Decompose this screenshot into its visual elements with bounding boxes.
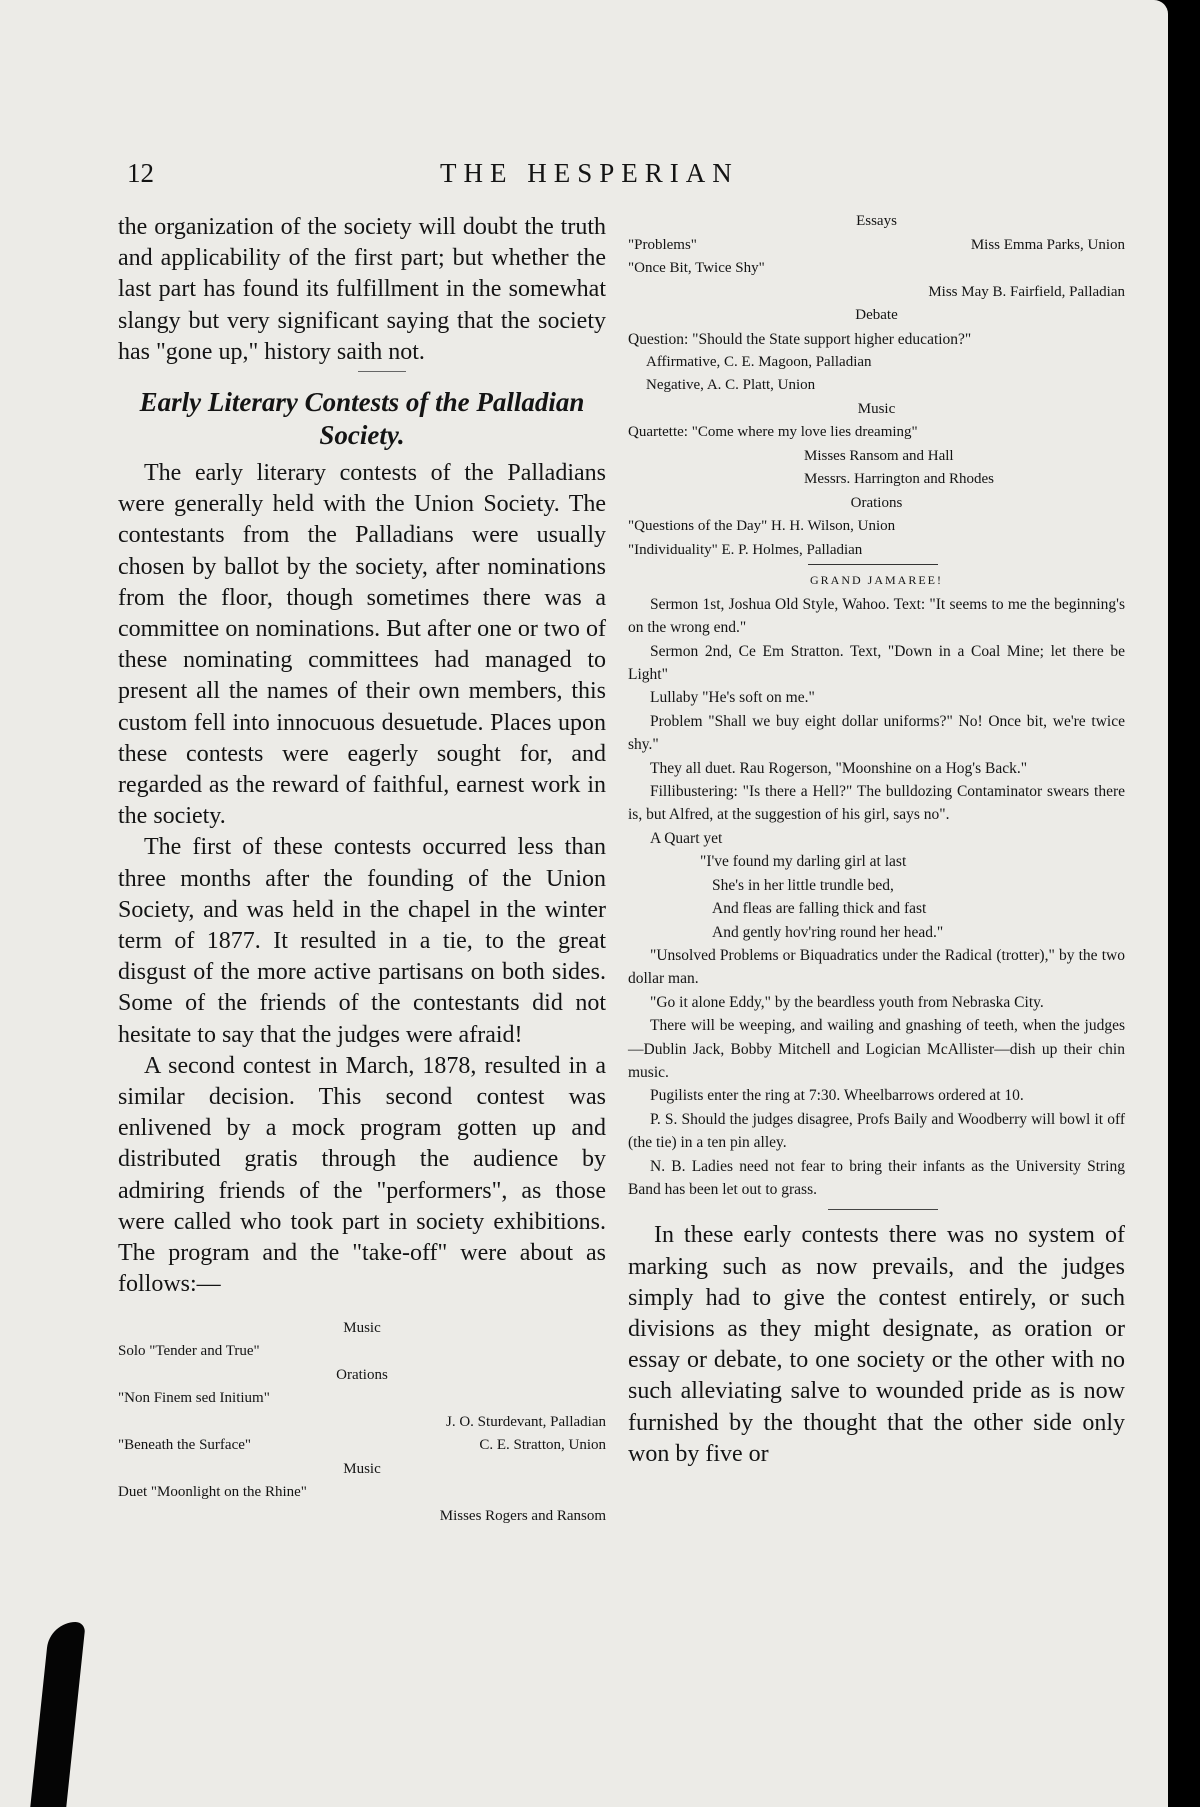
nota-bene: N. B. Ladies need not fear to bring their infants as the University String Band has been let out to grass. [628, 1157, 1125, 1198]
essay-2: "Once Bit, Twice Shy" [628, 260, 765, 276]
intro-paragraph: the organization of the society will doubt the truth and applicability of the first part; but whether the last part has found its fulfillment in the somewhat slangy but very significant saying that the society has "gone up," history saith not. [118, 214, 606, 365]
pugilists: Pugilists enter the ring at 7:30. Wheelbarrows ordered at 10. [650, 1087, 1024, 1105]
section-title: Early Literary Contests of the Palladian Society. [139, 387, 585, 451]
quartette-by-2: Messrs. Harrington and Rhodes [804, 471, 994, 488]
verse-line-2: She's in her little trundle bed, [712, 876, 894, 894]
unsolved-problems: "Unsolved Problems or Biquadratics under the Radical (trotter)," by the two dollar man. [628, 946, 1125, 988]
program-heading-music: Music [343, 1319, 381, 1336]
program-duet: Duet "Moonlight on the Rhine" [118, 1484, 307, 1500]
verse-line-3: And fleas are falling thick and fast [712, 900, 927, 918]
heading-music: Music [857, 400, 896, 417]
grand-jamaree-heading: GRAND JAMAREE! [810, 573, 943, 588]
verse-line-1: "I've found my darling girl at last [700, 853, 907, 871]
duet: They all duet. Rau Rogerson, "Moonshine on a Hog's Back." [650, 759, 1028, 777]
right-column [628, 210, 1125, 1470]
sermon-2: Sermon 2nd, Ce Em Stratton. Text, "Down in a Coal Mine; let there be Light" [628, 642, 1125, 684]
divider [808, 564, 938, 565]
oration-2: "Individuality" E. P. Holmes, Palladian [628, 541, 863, 558]
debate-affirmative: Affirmative, C. E. Magoon, Palladian [646, 353, 872, 370]
program-heading-orations: Orations [336, 1366, 388, 1383]
oration-1: "Questions of the Day" H. H. Wilson, Union [628, 518, 896, 535]
program-oration-1-by: J. O. Sturdevant, Palladian [446, 1413, 606, 1430]
heading-debate: Debate [855, 307, 898, 323]
weeping: There will be weeping, and wailing and gnashing of teeth, when the judges—Dublin Jack, Bobby Mitchell and Logician McAllister—dish up their chin music. [628, 1017, 1125, 1081]
scan-edge-shadow [30, 1622, 85, 1807]
page-number: 12 [127, 158, 154, 188]
quartette: Quartette: "Come where my love lies dreaming" [628, 424, 918, 441]
heading-orations: Orations [850, 494, 903, 511]
program-oration-2-by: C. E. Stratton, Union [479, 1437, 606, 1453]
debate-negative: Negative, A. C. Platt, Union [646, 377, 816, 394]
quart-yet: A Quart yet [650, 829, 723, 847]
program-solo: Solo "Tender and True" [118, 1343, 260, 1359]
essay-1-by: Miss Emma Parks, Union [970, 236, 1125, 253]
lullaby: Lullaby "He's soft on me." [650, 689, 815, 707]
essay-1: "Problems" [628, 236, 697, 253]
fillibustering: Fillibustering: "Is there a Hell?" The bulldozing Contaminator swears there is, but Alfred, at the suggestion of his girl, says no". [628, 783, 1125, 824]
postscript: P. S. Should the judges disagree, Profs Baily and Woodberry will bowl it off (the tie) in a ten pin alley. [628, 1110, 1125, 1152]
paragraph-2: The first of these contests occurred less than three months after the founding of the Union Society, and was held in the chapel in the winter term of 1877. It resulted in a tie, to the great disgust of the more active partisans on both sides. Some of the friends of the contestants did not hesitate to say that the judges were afraid! [118, 834, 606, 1048]
closing-paragraph: In these early contests there was no system of marking such as now prevails, and the judges simply had to give the contest entirely, or such divisions as they might designate, as oration or essay or debate, to one society or the other with no such alleviating salve to wounded pride as is now furnished by the thought that the other side only won by five or [628, 1222, 1125, 1467]
verse-line-4: And gently hov'ring round her head." [712, 923, 944, 941]
quartette-by-1: Misses Ransom and Hall [804, 447, 954, 464]
go-it-alone: "Go it alone Eddy," by the beardless youth from Nebraska City. [650, 993, 1044, 1011]
program-oration-2: "Beneath the Surface" [118, 1437, 252, 1453]
paragraph-1: The early literary contests of the Palladians were generally held with the Union Society. The contestants from the Palladians were usually chosen by ballot by the society, after nominations from the floor, though sometimes there was a committee on nominations. But after one or two of these nominating committees had managed to present all the names of their own members, this custom fell into innocuous desuetude. Places upon these contests were eagerly sought for, and regarded as the reward of faithful, earnest work in the society. [118, 460, 606, 830]
sermon-1: Sermon 1st, Joshua Old Style, Wahoo. Text: "It seems to me the beginning's on the wrong end." [628, 595, 1125, 637]
paragraph-3: A second contest in March, 1878, resulted in a similar decision. This second contest was enlivened by a mock program gotten up and distributed gratis through the audience by admiring friends of the "performers", as those were called who took part in society exhibitions. The program and the "take-off" were about as follows:— [118, 1052, 606, 1298]
program-list [118, 1317, 606, 1529]
heading-essays: Essays [856, 213, 897, 229]
left-column [118, 212, 606, 1528]
program-oration-1: "Non Finem sed Initium" [118, 1390, 270, 1406]
program-oration-2-row [118, 1434, 606, 1458]
problem: Problem "Shall we buy eight dollar uniforms?" No! Once bit, we're twice shy." [628, 712, 1125, 754]
essay-2-by: Miss May B. Fairfield, Palladian [928, 283, 1125, 300]
page-header [0, 158, 1168, 194]
running-title: THE HESPERIAN [440, 158, 739, 188]
essay-1-row [628, 234, 1125, 258]
program-duet-by: Misses Rogers and Ransom [439, 1507, 606, 1524]
divider [828, 1209, 938, 1210]
divider [358, 371, 406, 372]
debate-question: Question: "Should the State support higher education?" [628, 330, 972, 348]
program-heading-music-2: Music [343, 1460, 381, 1477]
